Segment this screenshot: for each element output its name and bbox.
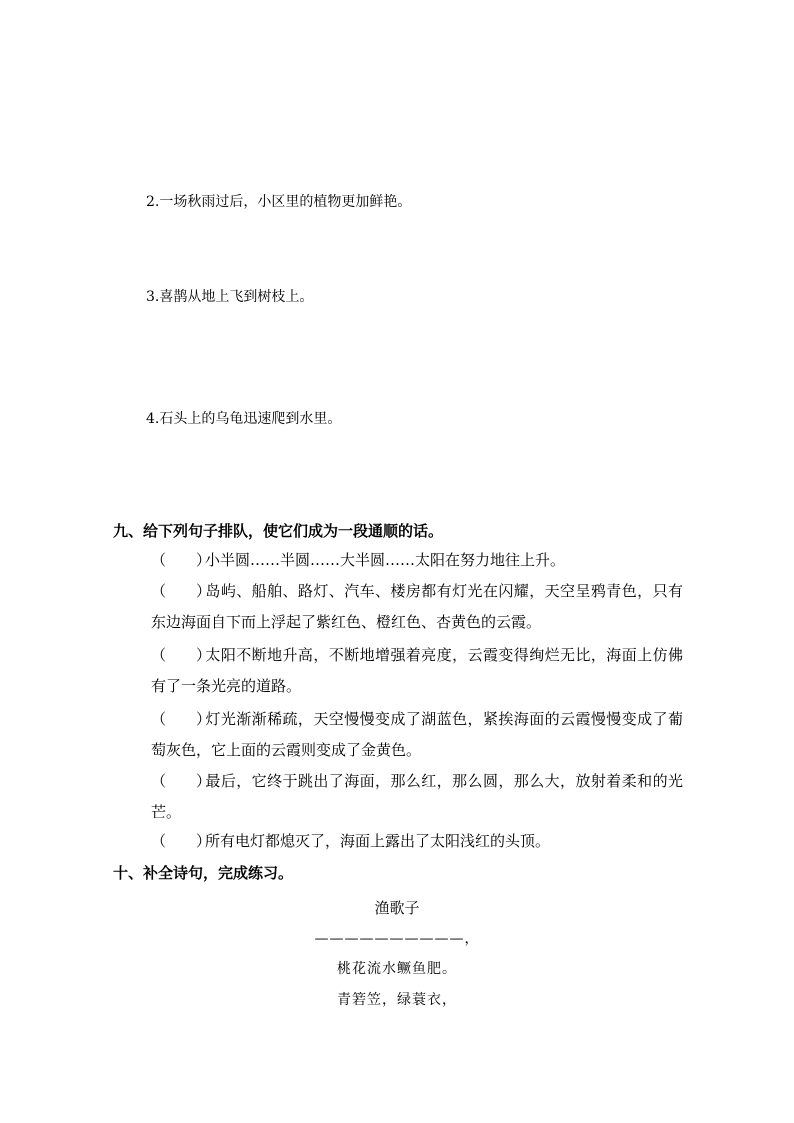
answer-blank[interactable]: （ ） (151, 551, 212, 569)
ordering-item-text: 岛屿、船舶、路灯、汽车、楼房都有灯光在闪耀，天空呈鸦青色，只有东边海面自下而上浮起了紫红色、橙红色、杏黄色的云霞。 (151, 582, 683, 631)
answer-blank[interactable]: （ ） (151, 832, 212, 850)
poem-title: 渔歌子 (374, 899, 420, 917)
answer-blank[interactable]: （ ） (151, 582, 212, 600)
ordering-item-2 (113, 576, 683, 638)
poem-line-2: 桃花流水鳜鱼肥。 (337, 961, 457, 977)
ordering-item-4 (113, 704, 683, 766)
ordering-item-3 (113, 640, 683, 702)
section-9-title: 九、给下列句子排队，使它们成为一段通顺的话。 (113, 522, 444, 540)
ordering-item-6 (113, 826, 683, 857)
answer-blank[interactable]: （ ） (151, 772, 212, 790)
ordering-item-5 (113, 766, 683, 828)
poem-blank-line[interactable]: ——————————， (314, 931, 480, 947)
sentence-3: 3.喜鹊从地上飞到树枝上。 (146, 289, 314, 305)
answer-blank[interactable]: （ ） (151, 646, 212, 664)
ordering-item-text: 最后，它终于跳出了海面，那么红，那么圆，那么大，放射着柔和的光芒。 (151, 772, 683, 821)
poem-line-3: 青箬笠，绿蓑衣， (337, 992, 457, 1008)
ordering-item-text: 小半圆……半圆……大半圆……太阳在努力地往上升。 (205, 551, 566, 569)
ordering-item-1 (113, 545, 683, 576)
sentence-2: 2.一场秋雨过后，小区里的植物更加鲜艳。 (146, 194, 412, 210)
ordering-item-text: 所有电灯都熄灭了，海面上露出了太阳浅红的头顶。 (205, 832, 551, 850)
section-10-title: 十、补全诗句，完成练习。 (113, 864, 294, 882)
answer-blank[interactable]: （ ） (151, 710, 212, 728)
ordering-item-text: 太阳不断地升高，不断地增强着亮度，云霞变得绚烂无比，海面上仿佛有了一条光亮的道路。 (151, 646, 683, 695)
sentence-4: 4.石头上的乌龟迅速爬到水里。 (146, 411, 342, 427)
ordering-item-text: 灯光渐渐稀疏，天空慢慢变成了湖蓝色，紧挨海面的云霞慢慢变成了葡萄灰色，它上面的云霞则变成了金黄色。 (151, 710, 683, 759)
